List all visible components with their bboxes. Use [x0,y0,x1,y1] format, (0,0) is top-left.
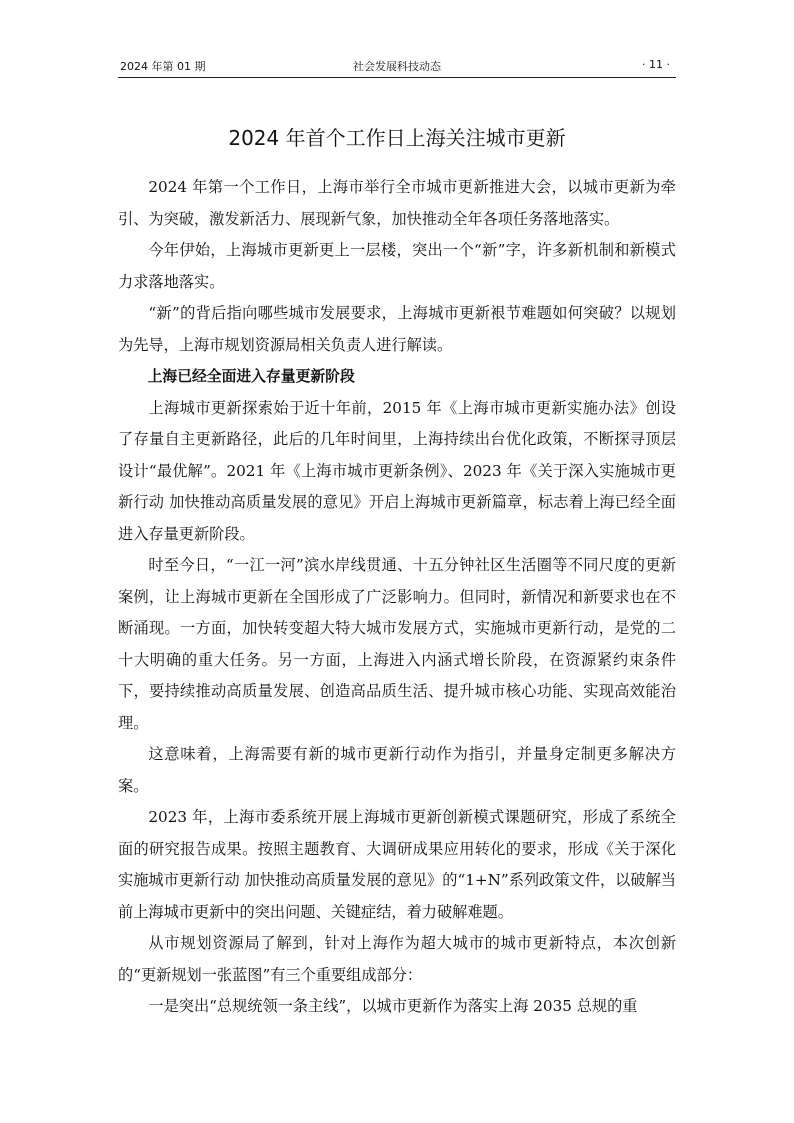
paragraph: 时至今日，“一江一河”滨水岸线贯通、十五分钟社区生活圈等不同尺度的更新案例，让上海城市更新在全国形成了广泛影响力。但同时，新情况和新要求也在不断涌现。一方面，加快转变超大特大城市发展方式，实施城市更新行动，是党的二十大明确的重大任务。另一方面，上海进入内涵式增长阶段，在资源紧约束条件下，要持续推动高质量发展、创造高品质生活、提升城市核心功能、实现高效能治理。 [118,556,676,732]
paragraph: 一是突出“总规统领一条主线”，以城市更新作为落实上海 2035 总规的重 [148,997,638,1015]
paragraph: 2024 年第一个工作日，上海市举行全市城市更新推进大会，以城市更新为牵引、为突破，激发新活力、展现新气象，加快推动全年各项任务落地落实。 [118,178,676,228]
paragraph: “新”的背后指向哪些城市发展要求，上海城市更新裉节难题如何突破？以规划为先导，上海市规划资源局相关负责人进行解读。 [118,304,676,354]
paragraph: 从市规划资源局了解到，针对上海作为超大城市的城市更新特点，本次创新的“更新规划一张蓝图”有三个重要组成部分： [118,934,676,984]
paragraph: 今年伊始，上海城市更新更上一层楼，突出一个“新”字，许多新机制和新模式力求落地落实。 [118,241,676,291]
paragraph: 上海城市更新探索始于近十年前，2015 年《上海市城市更新实施办法》创设了存量自主更新路径，此后的几年时间里，上海持续出台优化政策，不断探寻顶层设计“最优解”。2021 年《上海市城市更新条例》、2023 年《关于深入实施城市更新行动 加快推动高质量发展的意见》开启上海城市更新篇章，标志着上海已经全面进入存量更新阶段。 [118,398,676,543]
section-heading: 上海已经全面进入存量更新阶段 [147,368,355,385]
running-header [118,55,676,78]
paragraph: 这意味着，上海需要有新的城市更新行动作为指引，并量身定制更多解决方案。 [118,745,676,795]
article-title: 2024 年首个工作日上海关注城市更新 [228,126,566,150]
paragraph: 2023 年，上海市委系统开展上海城市更新创新模式课题研究，形成了系统全面的研究报告成果。按照主题教育、大调研成果应用转化的要求，形成《关于深化实施城市更新行动 加快推动高质量发展的意见》的“1+N”系列政策文件，以破解当前上海城市更新中的突出问题、关键症结，着力破解难题。 [118,808,676,921]
page-number: · 11 · [642,58,670,71]
issue-label: 2024 年第 01 期 [120,60,206,73]
journal-name: 社会发展科技动态 [353,60,441,73]
article-body [118,172,676,1023]
